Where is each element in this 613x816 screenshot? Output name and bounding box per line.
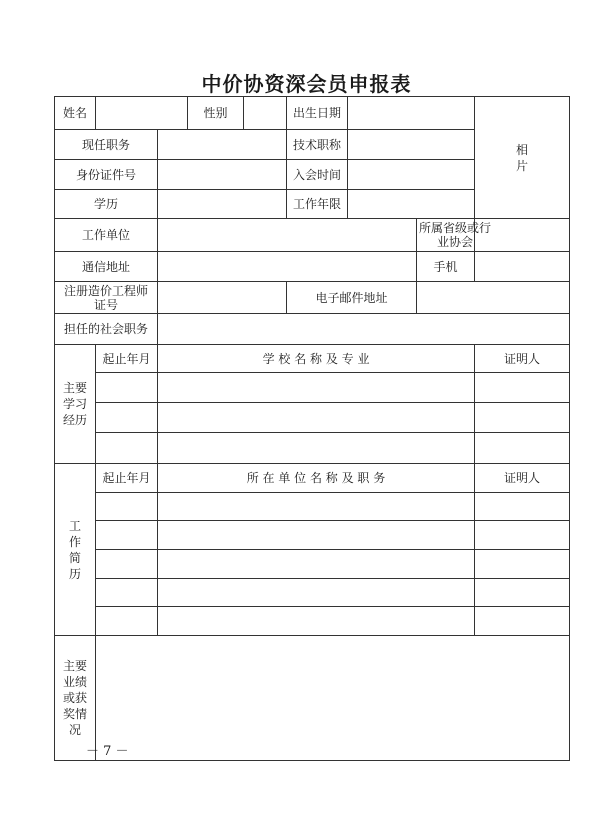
work-years-field[interactable]: [348, 190, 475, 219]
study-period-cell[interactable]: [96, 403, 158, 433]
join-date-label: 入会时间: [287, 160, 348, 190]
gender-label: 性别: [188, 97, 244, 130]
id-number-field[interactable]: [158, 160, 287, 190]
work-witness-cell[interactable]: [475, 579, 570, 607]
study-period-cell[interactable]: [96, 373, 158, 403]
study-witness-cell[interactable]: [475, 373, 570, 403]
membership-application-form: [54, 96, 570, 761]
study-witness-cell[interactable]: [475, 403, 570, 433]
tech-title-label: 技术职称: [287, 130, 348, 160]
study-school-cell[interactable]: [158, 403, 475, 433]
work-period-cell[interactable]: [96, 579, 158, 607]
reg-engineer-cert-field[interactable]: [158, 282, 287, 314]
work-unit-field[interactable]: [158, 219, 417, 252]
birth-date-field[interactable]: [348, 97, 475, 130]
work-unit-cell[interactable]: [158, 607, 475, 636]
education-label: 学历: [55, 190, 158, 219]
work-unit-label: 工作单位: [55, 219, 158, 252]
study-section-label: 主要学习经历: [55, 345, 96, 464]
achievements-label: 主要业绩或获奖情况: [55, 636, 96, 761]
work-years-label: 工作年限: [287, 190, 348, 219]
work-witness-cell[interactable]: [475, 550, 570, 579]
join-date-field[interactable]: [348, 160, 475, 190]
study-witness-cell[interactable]: [475, 433, 570, 464]
education-field[interactable]: [158, 190, 287, 219]
photo-box[interactable]: [475, 97, 570, 219]
achievements-field[interactable]: [96, 636, 570, 761]
reg-engineer-cert-label: 注册造价工程师证号: [55, 282, 158, 314]
work-unit-cell[interactable]: [158, 521, 475, 550]
work-unit-cell[interactable]: [158, 579, 475, 607]
provincial-assoc-label: 所属省级或行业协会: [417, 219, 475, 252]
study-school-cell[interactable]: [158, 373, 475, 403]
photo-label: 相片: [516, 142, 529, 173]
work-unit-cell[interactable]: [158, 550, 475, 579]
study-school-major-header: 学 校 名 称 及 专 业: [158, 345, 475, 373]
work-witness-header: 证明人: [475, 464, 570, 493]
name-label: 姓名: [55, 97, 96, 130]
address-field[interactable]: [158, 252, 417, 282]
current-position-field[interactable]: [158, 130, 287, 160]
work-witness-cell[interactable]: [475, 521, 570, 550]
email-label: 电子邮件地址: [287, 282, 417, 314]
study-period-header: 起止年月: [96, 345, 158, 373]
address-label: 通信地址: [55, 252, 158, 282]
work-witness-cell[interactable]: [475, 493, 570, 521]
page-number: － 7 －: [86, 744, 129, 759]
study-witness-header: 证明人: [475, 345, 570, 373]
work-section-label: 工作简历: [55, 464, 96, 636]
work-period-header: 起止年月: [96, 464, 158, 493]
social-positions-label: 担任的社会职务: [55, 314, 158, 345]
gender-field[interactable]: [244, 97, 287, 130]
email-field[interactable]: [417, 282, 570, 314]
tech-title-field[interactable]: [348, 130, 475, 160]
name-field[interactable]: [96, 97, 188, 130]
social-positions-field[interactable]: [158, 314, 570, 345]
current-position-label: 现任职务: [55, 130, 158, 160]
mobile-field[interactable]: [475, 252, 570, 282]
form-title: 中价协资深会员申报表: [201, 72, 412, 96]
study-school-cell[interactable]: [158, 433, 475, 464]
work-period-cell[interactable]: [96, 550, 158, 579]
work-period-cell[interactable]: [96, 607, 158, 636]
birth-date-label: 出生日期: [287, 97, 348, 130]
work-unit-position-header: 所 在 单 位 名 称 及 职 务: [158, 464, 475, 493]
work-unit-cell[interactable]: [158, 493, 475, 521]
work-period-cell[interactable]: [96, 493, 158, 521]
study-period-cell[interactable]: [96, 433, 158, 464]
mobile-label: 手机: [417, 252, 475, 282]
work-period-cell[interactable]: [96, 521, 158, 550]
id-number-label: 身份证件号: [55, 160, 158, 190]
work-witness-cell[interactable]: [475, 607, 570, 636]
